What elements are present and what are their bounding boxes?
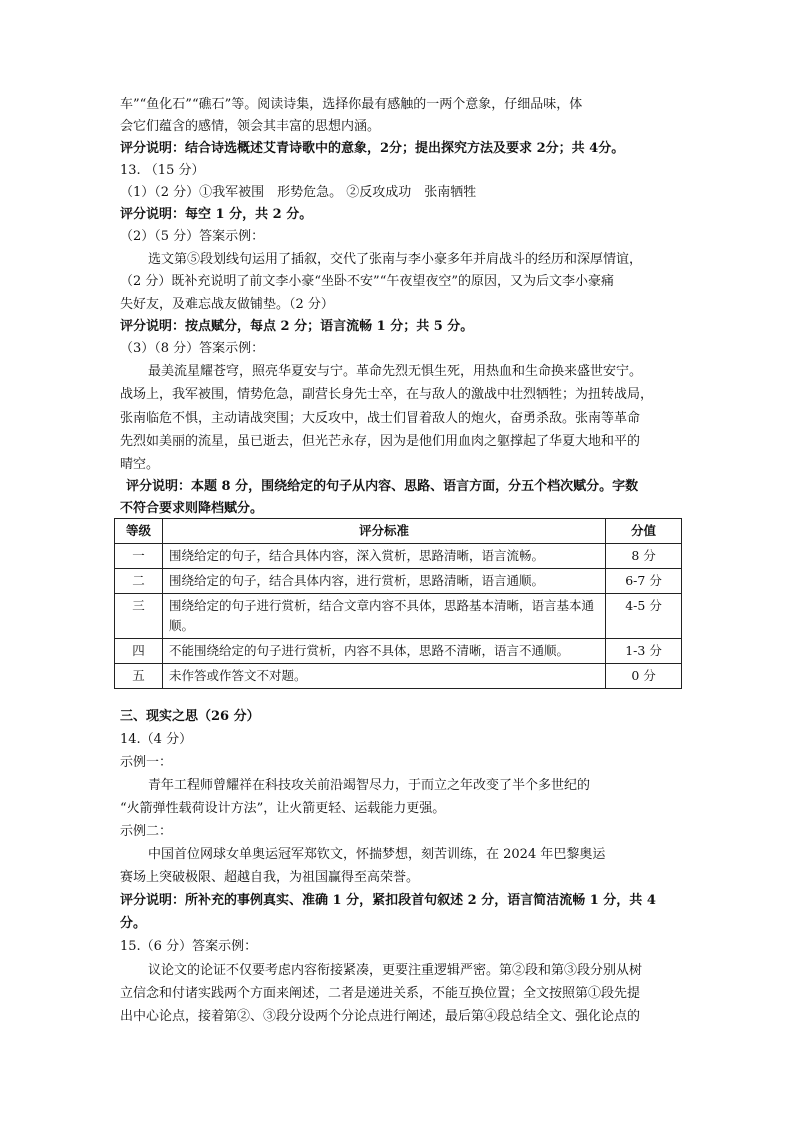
score-cell: 1-3 分 — [606, 639, 682, 664]
question-heading: 15.（6 分）答案示例： — [120, 939, 258, 954]
scoring-note: 评分说明：按点赋分，每点 2 分；语言流畅 1 分；共 5 分。 — [120, 319, 474, 334]
paragraph-line: 车”“鱼化石”“礁石”等。阅读诗集，选择你最有感触的一两个意象，仔细品味，体 — [120, 97, 583, 112]
answer-line: 晴空。 — [120, 457, 160, 472]
standard-cell: 未作答或作答文不对题。 — [162, 664, 605, 689]
answer-line: 最美流星耀苍穹，照亮华夏安与宁。革命先烈无惧生死，用热血和生命换来盛世安宁。 — [148, 364, 643, 379]
answer-line: “火箭弹性载荷设计方法”，让火箭更轻、运载能力更强。 — [120, 801, 446, 816]
answer-line: 出中心论点，接着第②、③段分设两个分论点进行阐述，最后第④段总结全文、强化论点的 — [120, 1009, 641, 1024]
header-level: 等级 — [115, 519, 163, 544]
answer-line: （1）（2 分）①我军被围 形势危急。 ②反攻成功 张南牺牲 — [120, 185, 477, 200]
scoring-note: 不符合要求则降档赋分。 — [120, 501, 264, 516]
standard-cell: 围绕给定的句子，结合具体内容，进行赏析，思路清晰，语言通顺。 — [162, 569, 605, 594]
question-heading: 13. （15 分） — [120, 163, 205, 178]
table-row — [115, 569, 682, 594]
answer-line: 立信念和付诸实践两个方面来阐述，二者是递进关系，不能互换位置；全文按照第①段先提 — [120, 986, 641, 1001]
standard-cell: 围绕给定的句子进行赏析，结合文章内容不具体，思路基本清晰，语言基本通顺。 — [162, 594, 605, 639]
answer-line: 选文第⑤段划线句运用了插叙，交代了张南与李小豪多年并肩战斗的经历和深厚情谊， — [148, 252, 643, 267]
level-cell: 二 — [115, 569, 163, 594]
table-row — [115, 544, 682, 569]
scoring-note: 评分说明：结合诗选概述艾青诗歌中的意象，2分；提出探究方法及要求 2分；共 4分。 — [120, 141, 625, 156]
answer-line: 议论文的论证不仅要考虑内容衔接紧凑，更要注重逻辑严密。第②段和第③段分别从树 — [148, 963, 643, 978]
scoring-note: 评分说明：本题 8 分，围绕给定的句子从内容、思路、语言方面，分五个档次赋分。字数 — [126, 479, 639, 494]
score-cell: 8 分 — [606, 544, 682, 569]
question-heading: 14.（4 分） — [120, 732, 193, 747]
table-row — [115, 594, 682, 639]
scoring-note: 评分说明：所补充的事例真实、准确 1 分，紧扣段首句叙述 2 分，语言简洁流畅 1 分，共 4 — [120, 893, 656, 908]
table-row — [115, 664, 682, 689]
scoring-note: 评分说明：每空 1 分，共 2 分。 — [120, 207, 313, 222]
level-cell: 五 — [115, 664, 163, 689]
sub-question: （3）（8 分）答案示例： — [120, 341, 265, 356]
level-cell: 三 — [115, 594, 163, 639]
answer-line: 先烈如美丽的流星，虽已逝去，但光芒永存，因为是他们用血肉之躯撑起了华夏大地和平的 — [120, 434, 641, 449]
sub-question: （2）（5 分）答案示例： — [120, 229, 265, 244]
score-cell: 6-7 分 — [606, 569, 682, 594]
answer-line: 青年工程师曾耀祥在科技攻关前沿竭智尽力，于而立之年改变了半个多世纪的 — [148, 778, 591, 793]
scoring-note: 分。 — [120, 916, 147, 931]
level-cell: 四 — [115, 639, 163, 664]
paragraph-line: 会它们蕴含的感情，领会其丰富的思想内涵。 — [120, 119, 381, 134]
answer-line: 赛场上突破极限、超越自我，为祖国赢得至高荣誉。 — [120, 870, 420, 885]
grading-table — [114, 518, 682, 689]
answer-line: 中国首位网球女单奥运冠军郑钦文，怀揣梦想，刻苦训练，在 2024 年巴黎奥运 — [148, 847, 606, 862]
header-standard: 评分标准 — [162, 519, 605, 544]
example-label: 示例二： — [120, 824, 173, 839]
answer-line: 失好友，及难忘战友做铺垫。（2 分） — [120, 297, 334, 312]
level-cell: 一 — [115, 544, 163, 569]
score-cell: 4-5 分 — [606, 594, 682, 639]
example-label: 示例一： — [120, 755, 173, 770]
answer-line: 张南临危不惧，主动请战突围；大反攻中，战士们冒着敌人的炮火，奋勇杀敌。张南等革命 — [120, 411, 641, 426]
section-heading: 三、现实之思（26 分） — [120, 709, 260, 724]
score-cell: 0 分 — [606, 664, 682, 689]
table-header-row — [115, 519, 682, 544]
table-row — [115, 639, 682, 664]
standard-cell: 不能围绕给定的句子进行赏析，内容不具体，思路不清晰，语言不通顺。 — [162, 639, 605, 664]
answer-line: （2 分）既补充说明了前文李小豪“坐卧不安”“午夜望夜空”的原因，又为后文李小豪痛 — [120, 274, 614, 289]
header-score: 分值 — [606, 519, 682, 544]
standard-cell: 围绕给定的句子，结合具体内容，深入赏析，思路清晰，语言流畅。 — [162, 544, 605, 569]
answer-line: 战场上，我军被围，情势危急，副营长身先士卒，在与敌人的激战中壮烈牺牲；为扭转战局， — [120, 387, 654, 402]
